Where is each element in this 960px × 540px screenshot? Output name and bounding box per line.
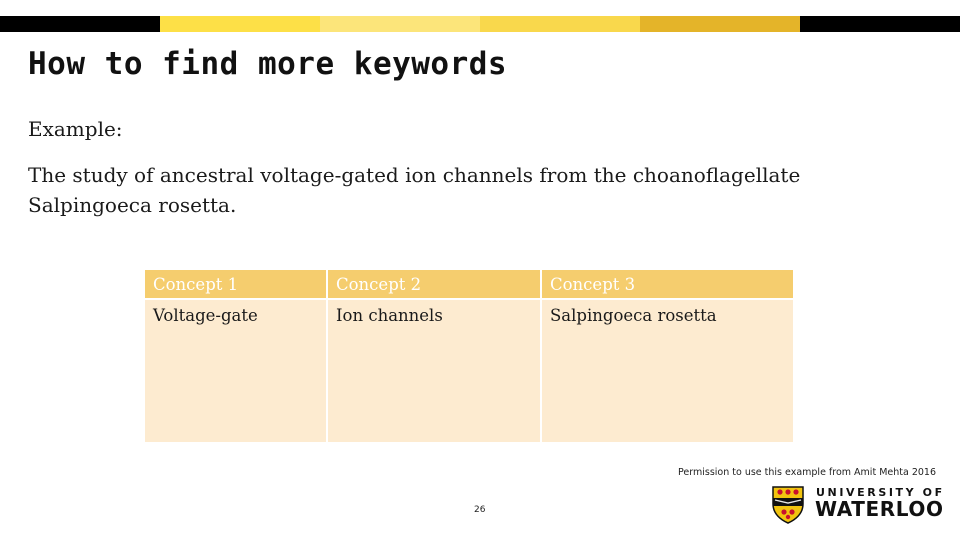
table-header-concept-2: Concept 2	[328, 270, 542, 300]
example-sentence: The study of ancestral voltage-gated ion channels from the choanoflagellate Salpingoeca rosetta.	[28, 163, 801, 217]
table-header-concept-1: Concept 1	[145, 270, 328, 300]
example-label: Example:	[28, 117, 123, 141]
top-bar-segment-5	[640, 16, 800, 32]
table-cell-concept-2: Ion channels	[328, 300, 542, 442]
table-header-concept-3: Concept 3	[542, 270, 793, 300]
top-color-bar	[0, 16, 960, 32]
logo-text-waterloo: WATERLOO	[815, 497, 944, 521]
top-bar-segment-1	[0, 16, 160, 32]
page-number: 26	[474, 505, 486, 515]
top-bar-segment-4	[480, 16, 640, 32]
crest-icon	[772, 486, 804, 524]
top-bar-segment-3	[320, 16, 480, 32]
table-row	[145, 300, 793, 442]
table-header-row	[145, 270, 793, 300]
table-cell-concept-3: Salpingoeca rosetta	[542, 300, 793, 442]
top-bar-segment-6	[800, 16, 960, 32]
logo-text-university-of: UNIVERSITY OF	[816, 486, 945, 499]
slide-title: How to find more keywords	[28, 46, 508, 82]
table-cell-concept-1: Voltage-gate	[145, 300, 328, 442]
permission-note: Permission to use this example from Amit Mehta 2016	[678, 467, 936, 478]
concept-table	[145, 270, 793, 442]
university-logo	[772, 486, 945, 526]
top-bar-segment-2	[160, 16, 320, 32]
